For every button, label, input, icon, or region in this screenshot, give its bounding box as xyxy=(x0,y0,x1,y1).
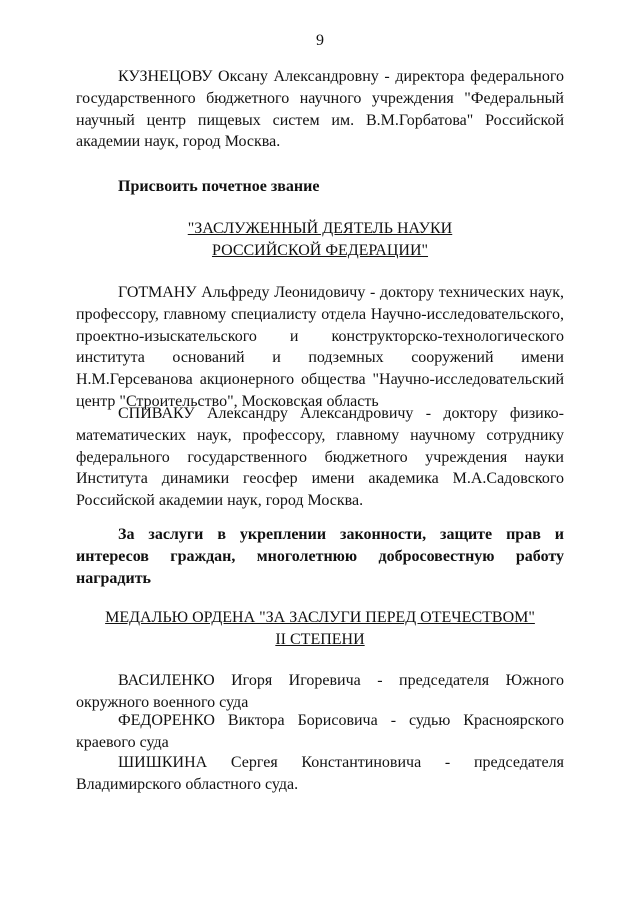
entry-text: ГОТМАНУ Альфреду Леонидовичу - доктору технических наук, профессору, главному специалисту отдела Научно-исследовательского, проектно-изыскательского и конструкторско-технологического института оснований и подземных сооружений имени Н.М.Герсеванова акционерного общества "Научно-исследовательский центр "Строительство", Московская область xyxy=(76,284,564,410)
page-number: 9 xyxy=(316,32,324,49)
section-intro-honorary-title xyxy=(76,176,564,198)
medal-heading xyxy=(76,607,564,651)
entry-text: СПИВАКУ Александру Александровичу - доктору физико-математических наук, профессору, главному научному сотруднику федерального государственного бюджетного учреждения науки Института динамики геосфер имени академика М.А.Садовского Российской академии наук, город Москва. xyxy=(76,405,564,510)
award-entry-gotman xyxy=(76,282,564,413)
entry-text: ВАСИЛЕНКО Игоря Игоревича - председателя Южного окружного военного суда xyxy=(76,672,564,711)
award-entry-shishkin xyxy=(76,752,564,796)
award-entry-kuznetsova xyxy=(76,66,564,153)
heading-line-1: МЕДАЛЬЮ ОРДЕНА "ЗА ЗАСЛУГИ ПЕРЕД ОТЕЧЕСТВОМ" xyxy=(105,609,535,626)
heading-line-2: II СТЕПЕНИ xyxy=(275,630,365,648)
heading-line-2: РОССИЙСКОЙ ФЕДЕРАЦИИ" xyxy=(211,241,429,259)
award-entry-spivak xyxy=(76,403,564,512)
award-entry-vasilenko xyxy=(76,670,564,714)
entry-text: ШИШКИНА Сергея Константиновича - председателя Владимирского областного суда. xyxy=(76,754,564,793)
heading-line-1: "ЗАСЛУЖЕННЫЙ ДЕЯТЕЛЬ НАУКИ xyxy=(187,220,453,237)
honorary-title-heading xyxy=(76,218,564,262)
award-entry-fedorenko xyxy=(76,710,564,754)
entry-text: КУЗНЕЦОВУ Оксану Александровну - директора федерального государственного бюджетного научного учреждения "Федеральный научный центр пищевых систем им. В.М.Горбатова" Российской академии наук, город Москва. xyxy=(76,68,564,151)
entry-text: ФЕДОРЕНКО Виктора Борисовича - судью Красноярского краевого суда xyxy=(76,712,564,751)
section-intro-medal xyxy=(76,524,564,589)
intro-text: За заслуги в укреплении законности, защите прав и интересов граждан, многолетнюю добросовестную работу наградить xyxy=(76,526,564,587)
intro-text: Присвоить почетное звание xyxy=(118,178,320,195)
